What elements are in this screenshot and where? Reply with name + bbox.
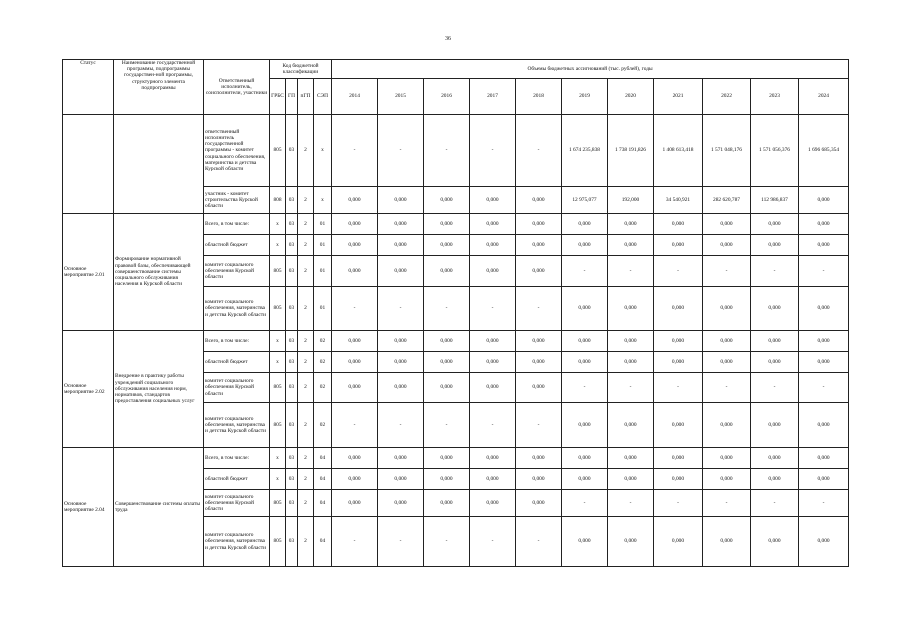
value-cell: - [332,403,378,448]
code-pgp-cell: 2 [298,287,314,331]
code-sep-cell: 04 [314,517,332,567]
value-cell: 12 975,077 [562,187,608,214]
value-cell: 0,000 [470,490,516,517]
value-cell: 0,000 [608,448,654,469]
value-cell: 0,000 [799,287,849,331]
value-cell: - [799,373,849,403]
header-code-col: пГП [298,79,314,115]
value-cell: 0,000 [608,235,654,256]
header-code-col: ГП [286,79,298,115]
executor-cell: комитет социального обеспечения, материнства и детства Курской области [204,517,270,567]
value-cell: - [470,517,516,567]
code-gp-cell: 03 [286,287,298,331]
code-gp-cell: 03 [286,187,298,214]
value-cell: - [516,403,562,448]
header-year: 2016 [424,79,470,115]
value-cell: - [608,373,654,403]
value-cell: 0,000 [378,187,424,214]
value-cell: - [654,373,703,403]
value-cell: 0,000 [332,373,378,403]
code-sep-cell: 01 [314,287,332,331]
code-grbs-cell: 805 [270,115,286,187]
value-cell: 0,000 [424,490,470,517]
value-cell: 112 986,837 [751,187,799,214]
header-year: 2024 [799,79,849,115]
page-number: 36 [445,36,451,42]
value-cell: 0,000 [562,517,608,567]
header-year: 2021 [654,79,703,115]
code-sep-cell: х [314,187,332,214]
value-cell: - [703,373,751,403]
value-cell: - [332,517,378,567]
value-cell: - [378,287,424,331]
value-cell: 0,000 [470,469,516,490]
value-cell: 0,000 [799,448,849,469]
value-cell: 0,000 [332,187,378,214]
value-cell: 0,000 [378,235,424,256]
value-cell: 0,000 [562,448,608,469]
code-grbs-cell: 805 [270,287,286,331]
executor-cell: Всего, в том числе: [204,214,270,235]
value-cell: - [424,115,470,187]
value-cell: - [332,287,378,331]
header-code-col: ГРБС [270,79,286,115]
code-sep-cell: 04 [314,490,332,517]
value-cell: 0,000 [799,214,849,235]
status-cell: Основное мероприятие 2.01 [63,214,114,331]
value-cell: 0,000 [654,403,703,448]
value-cell: 0,000 [470,352,516,373]
value-cell: - [516,517,562,567]
value-cell: 0,000 [424,469,470,490]
value-cell: 0,000 [654,517,703,567]
value-cell: 0,000 [516,187,562,214]
value-cell: 0,000 [703,331,751,352]
code-pgp-cell: 2 [298,187,314,214]
value-cell: 0,000 [703,352,751,373]
value-cell: 0,000 [424,331,470,352]
value-cell: 0,000 [703,517,751,567]
value-cell: 0,000 [562,403,608,448]
code-gp-cell: 03 [286,235,298,256]
value-cell: 0,000 [562,352,608,373]
value-cell: 0,000 [799,331,849,352]
value-cell: 0,000 [516,331,562,352]
value-cell: 0,000 [332,448,378,469]
value-cell: 34 540,921 [654,187,703,214]
executor-cell: комитет социального обеспечения Курской области [204,256,270,287]
value-cell: - [608,490,654,517]
header-name: Наименование государственной программы, подпрограммы государствен-ной программы, структурного элемента подпрограммы [114,60,204,115]
value-cell: - [799,490,849,517]
value-cell: 0,000 [703,214,751,235]
value-cell: 1 696 685,354 [799,115,849,187]
value-cell: 0,000 [608,517,654,567]
value-cell: 0,000 [654,287,703,331]
header-year: 2023 [751,79,799,115]
executor-cell: участник - комитет строительства Курской области [204,187,270,214]
code-gp-cell: 03 [286,403,298,448]
value-cell: 0,000 [424,373,470,403]
value-cell: 0,000 [332,490,378,517]
value-cell: - [703,490,751,517]
code-gp-cell: 03 [286,490,298,517]
code-grbs-cell: х [270,469,286,490]
executor-cell: Всего, в том числе: [204,448,270,469]
value-cell: 0,000 [378,331,424,352]
value-cell: 0,000 [516,373,562,403]
value-cell: 1 571 048,176 [703,115,751,187]
value-cell: 0,000 [703,448,751,469]
value-cell: 0,000 [470,235,516,256]
value-cell: - [562,490,608,517]
value-cell: - [470,115,516,187]
value-cell: - [608,256,654,287]
code-pgp-cell: 2 [298,235,314,256]
value-cell: 0,000 [470,331,516,352]
value-cell: - [751,373,799,403]
value-cell: 0,000 [424,352,470,373]
value-cell: 0,000 [703,469,751,490]
code-grbs-cell: х [270,235,286,256]
value-cell: - [378,403,424,448]
value-cell: - [378,517,424,567]
value-cell: 0,000 [516,490,562,517]
value-cell: 0,000 [378,214,424,235]
executor-cell: областной бюджет [204,352,270,373]
value-cell: 0,000 [378,448,424,469]
header-year: 2020 [608,79,654,115]
value-cell: 0,000 [332,235,378,256]
value-cell: 0,000 [332,256,378,287]
value-cell: 1 408 613,418 [654,115,703,187]
value-cell: 0,000 [799,187,849,214]
value-cell: 0,000 [332,352,378,373]
code-pgp-cell: 2 [298,490,314,517]
executor-cell: комитет социального обеспечения, материнства и детства Курской области [204,403,270,448]
value-cell: 0,000 [516,256,562,287]
code-grbs-cell: 805 [270,403,286,448]
value-cell: 0,000 [654,214,703,235]
value-cell: 0,000 [332,469,378,490]
value-cell: 0,000 [516,214,562,235]
value-cell: 0,000 [799,235,849,256]
code-pgp-cell: 2 [298,331,314,352]
code-pgp-cell: 2 [298,403,314,448]
code-grbs-cell: х [270,331,286,352]
value-cell: 0,000 [751,331,799,352]
code-gp-cell: 03 [286,517,298,567]
code-gp-cell: 03 [286,214,298,235]
code-grbs-cell: 805 [270,517,286,567]
value-cell: 0,000 [703,403,751,448]
code-pgp-cell: 2 [298,469,314,490]
name-cell [114,115,204,214]
code-pgp-cell: 2 [298,517,314,567]
value-cell: 0,000 [424,214,470,235]
code-grbs-cell: 805 [270,490,286,517]
code-grbs-cell: 808 [270,187,286,214]
code-gp-cell: 03 [286,469,298,490]
value-cell: 0,000 [562,214,608,235]
code-grbs-cell: х [270,448,286,469]
value-cell: 0,000 [751,235,799,256]
value-cell: - [562,373,608,403]
value-cell: 0,000 [332,331,378,352]
code-sep-cell: 01 [314,235,332,256]
name-cell: Формирование нормативной правовой базы, обеспечивающей совершенствование системы социального обслуживания населения в Курской области [114,214,204,331]
code-pgp-cell: 2 [298,352,314,373]
value-cell: 0,000 [799,403,849,448]
code-pgp-cell: 2 [298,256,314,287]
value-cell: 0,000 [751,287,799,331]
name-cell: Внедрение в практику работы учреждений социального обслуживания населения норм, нормативов, стандартов предоставления социальных услуг [114,331,204,448]
code-sep-cell: 01 [314,256,332,287]
value-cell: - [562,256,608,287]
value-cell: 0,000 [751,214,799,235]
value-cell: 282 620,787 [703,187,751,214]
value-cell: - [654,490,703,517]
value-cell: - [516,287,562,331]
executor-cell: областной бюджет [204,469,270,490]
value-cell: - [332,115,378,187]
value-cell: 0,000 [751,403,799,448]
value-cell: - [470,287,516,331]
value-cell: 0,000 [332,214,378,235]
code-grbs-cell: 805 [270,373,286,403]
value-cell: 0,000 [562,287,608,331]
header-year: 2015 [378,79,424,115]
executor-cell: Всего, в том числе: [204,331,270,352]
executor-cell: ответственный исполнитель государственной программы - комитет социального обеспечения, материнства и детства Курской области [204,115,270,187]
value-cell: 0,000 [470,187,516,214]
value-cell: 0,000 [654,331,703,352]
header-budget-code: Код бюджетной классификации [270,60,332,79]
code-sep-cell: 02 [314,331,332,352]
value-cell: 0,000 [516,469,562,490]
value-cell: 0,000 [378,469,424,490]
code-gp-cell: 03 [286,115,298,187]
table-row [63,115,849,187]
value-cell: 0,000 [751,448,799,469]
budget-table [62,59,849,567]
code-gp-cell: 03 [286,331,298,352]
value-cell: 0,000 [799,469,849,490]
value-cell: - [470,403,516,448]
status-cell: Основное мероприятие 2.02 [63,331,114,448]
value-cell: 0,000 [608,331,654,352]
value-cell: 0,000 [378,256,424,287]
value-cell: - [799,256,849,287]
value-cell: - [424,403,470,448]
code-sep-cell: 04 [314,469,332,490]
value-cell: 0,000 [751,517,799,567]
value-cell: 0,000 [470,214,516,235]
value-cell: 0,000 [654,469,703,490]
value-cell: 0,000 [424,256,470,287]
header-executor: Ответственный исполнитель, соисполнители, участники [204,60,270,115]
code-sep-cell: 01 [314,214,332,235]
executor-cell: комитет социального обеспечения Курской области [204,373,270,403]
value-cell: 0,000 [608,214,654,235]
value-cell: 0,000 [608,403,654,448]
executor-cell: областной бюджет [204,235,270,256]
header-status: Статус [63,60,114,115]
code-gp-cell: 03 [286,256,298,287]
table-row [63,448,849,469]
header-year: 2022 [703,79,751,115]
value-cell: - [516,115,562,187]
value-cell: 0,000 [799,517,849,567]
value-cell: 0,000 [378,352,424,373]
value-cell: 0,000 [654,448,703,469]
value-cell: 0,000 [378,373,424,403]
value-cell: 0,000 [703,235,751,256]
value-cell: - [654,256,703,287]
value-cell: 0,000 [516,235,562,256]
code-grbs-cell: х [270,214,286,235]
value-cell: 0,000 [562,331,608,352]
value-cell: - [751,490,799,517]
value-cell: - [424,287,470,331]
value-cell: 1 571 056,376 [751,115,799,187]
header-year: 2019 [562,79,608,115]
value-cell: - [424,517,470,567]
value-cell: 0,000 [608,352,654,373]
header-volumes: Объемы бюджетных ассигнований (тыс. рублей), годы [332,60,849,79]
code-sep-cell: 02 [314,403,332,448]
value-cell: 0,000 [424,448,470,469]
code-gp-cell: 03 [286,448,298,469]
value-cell: 0,000 [424,235,470,256]
value-cell: 0,000 [562,235,608,256]
code-gp-cell: 03 [286,373,298,403]
code-sep-cell: 04 [314,448,332,469]
executor-cell: комитет социального обеспечения Курской области [204,490,270,517]
table-row [63,214,849,235]
value-cell: - [378,115,424,187]
status-cell [63,115,114,214]
code-pgp-cell: 2 [298,448,314,469]
value-cell: 0,000 [654,235,703,256]
header-year: 2017 [470,79,516,115]
table-row [63,331,849,352]
value-cell: 192,000 [608,187,654,214]
status-cell: Основное мероприятие 2.04 [63,448,114,567]
header-year: 2018 [516,79,562,115]
code-sep-cell: х [314,115,332,187]
value-cell: 0,000 [608,469,654,490]
code-pgp-cell: 2 [298,373,314,403]
name-cell: Совершенствование системы оплаты труда [114,448,204,567]
value-cell: 0,000 [516,448,562,469]
code-sep-cell: 02 [314,373,332,403]
value-cell: - [703,256,751,287]
value-cell: 0,000 [424,187,470,214]
code-grbs-cell: 805 [270,256,286,287]
value-cell: 0,000 [799,352,849,373]
header-code-col: СЭП [314,79,332,115]
value-cell: 0,000 [751,469,799,490]
value-cell: 0,000 [470,256,516,287]
code-gp-cell: 03 [286,352,298,373]
value-cell: 0,000 [654,352,703,373]
value-cell: 0,000 [470,373,516,403]
value-cell: 1 738 191,826 [608,115,654,187]
header-year: 2014 [332,79,378,115]
value-cell: 0,000 [608,287,654,331]
code-grbs-cell: х [270,352,286,373]
value-cell: 0,000 [703,287,751,331]
code-pgp-cell: 2 [298,214,314,235]
value-cell: 0,000 [562,469,608,490]
value-cell: 0,000 [751,352,799,373]
value-cell: 0,000 [378,490,424,517]
value-cell: - [751,256,799,287]
value-cell: 0,000 [516,352,562,373]
executor-cell: комитет социального обеспечения, материнства и детства Курской области [204,287,270,331]
value-cell: 0,000 [470,448,516,469]
code-sep-cell: 02 [314,352,332,373]
code-pgp-cell: 2 [298,115,314,187]
value-cell: 1 674 235,838 [562,115,608,187]
